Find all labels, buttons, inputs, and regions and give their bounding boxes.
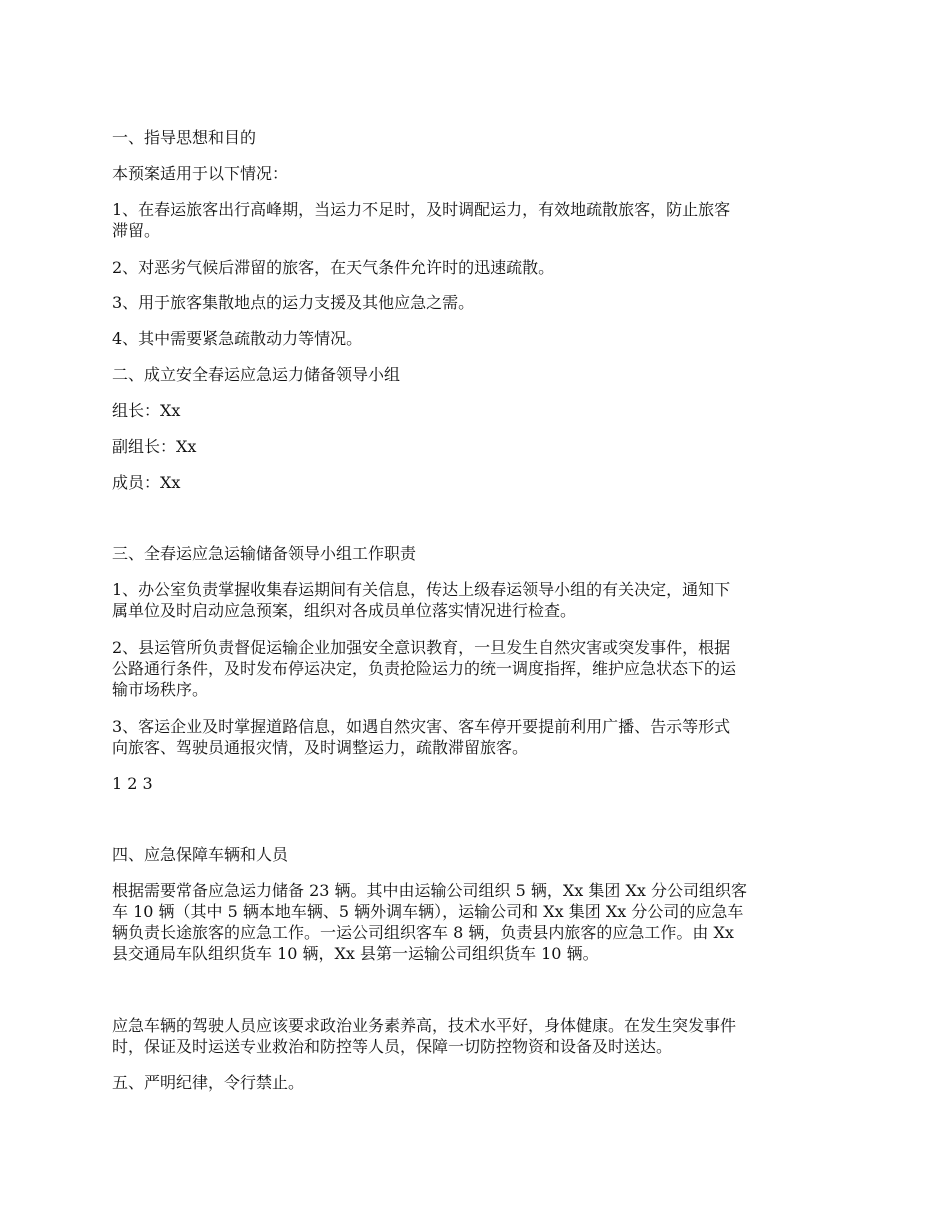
- paragraph-line: 3、用于旅客集散地点的运力支援及其他应急之需。: [112, 293, 475, 312]
- paragraph-line: 向旅客、驾驶员通报灾情，及时调整运力，疏散滞留旅客。: [112, 738, 529, 757]
- paragraph-line: 属单位及时启动应急预案，组织对各成员单位落实情况进行检查。: [112, 601, 577, 620]
- paragraph-line: 公路通行条件，及时发布停运决定，负责抢险运力的统一调度指挥，维护应急状态下的运: [112, 659, 737, 678]
- paragraph-line: 组长：Xx: [112, 401, 181, 420]
- heading-leadership-group: 二、成立安全春运应急运力储备领导小组: [112, 365, 401, 384]
- paragraph-line: 2、县运管所负责督促运输企业加强安全意识教育，一旦发生自然灾害或突发事件，根据: [112, 638, 731, 657]
- paragraph-line: 本预案适用于以下情况：: [112, 164, 289, 183]
- heading-group-duties: 三、全春运应急运输储备领导小组工作职责: [112, 544, 417, 563]
- paragraph-line: 输市场秩序。: [112, 680, 209, 699]
- paragraph-line: 辆负责长途旅客的应急工作。一运公司组织客车 8 辆，负责县内旅客的应急工作。由 Xx: [112, 923, 734, 942]
- paragraph-line: 1、在春运旅客出行高峰期，当运力不足时，及时调配运力，有效地疏散旅客，防止旅客: [112, 200, 731, 219]
- heading-vehicles-personnel: 四、应急保障车辆和人员: [112, 845, 289, 864]
- paragraph-line: 1、办公室负责掌握收集春运期间有关信息，传达上级春运领导小组的有关决定，通知下: [112, 580, 731, 599]
- paragraph-line: 时，保证及时运送专业救治和防控等人员，保障一切防控物资和设备及时送达。: [112, 1037, 673, 1056]
- paragraph-line: 1 2 3: [112, 774, 153, 793]
- paragraph-line: 应急车辆的驾驶人员应该要求政治业务素养高，技术水平好，身体健康。在发生突发事件: [112, 1016, 737, 1035]
- heading-discipline: 五、严明纪律，令行禁止。: [112, 1073, 305, 1092]
- paragraph-line: 3、客运企业及时掌握道路信息，如遇自然灾害、客车停开要提前利用广播、告示等形式: [112, 717, 731, 736]
- paragraph-line: 成员：Xx: [112, 473, 181, 492]
- paragraph-line: 4、其中需要紧急疏散动力等情况。: [112, 329, 363, 348]
- paragraph-line: 车 10 辆（其中 5 辆本地车辆、5 辆外调车辆），运输公司和 Xx 集团 Xx 分公司的应急车: [112, 902, 744, 921]
- paragraph-line: 2、对恶劣气候后滞留的旅客，在天气条件允许时的迅速疏散。: [112, 258, 555, 277]
- paragraph-line: 县交通局车队组织货车 10 辆，Xx 县第一运输公司组织货车 10 辆。: [112, 944, 599, 963]
- paragraph-line: 副组长：Xx: [112, 437, 197, 456]
- paragraph-line: 滞留。: [112, 221, 161, 240]
- paragraph-line: 根据需要常备应急运力储备 23 辆。其中由运输公司组织 5 辆，Xx 集团 Xx 分公司组织客: [112, 881, 747, 900]
- heading-guiding-principles: 一、指导思想和目的: [112, 128, 257, 147]
